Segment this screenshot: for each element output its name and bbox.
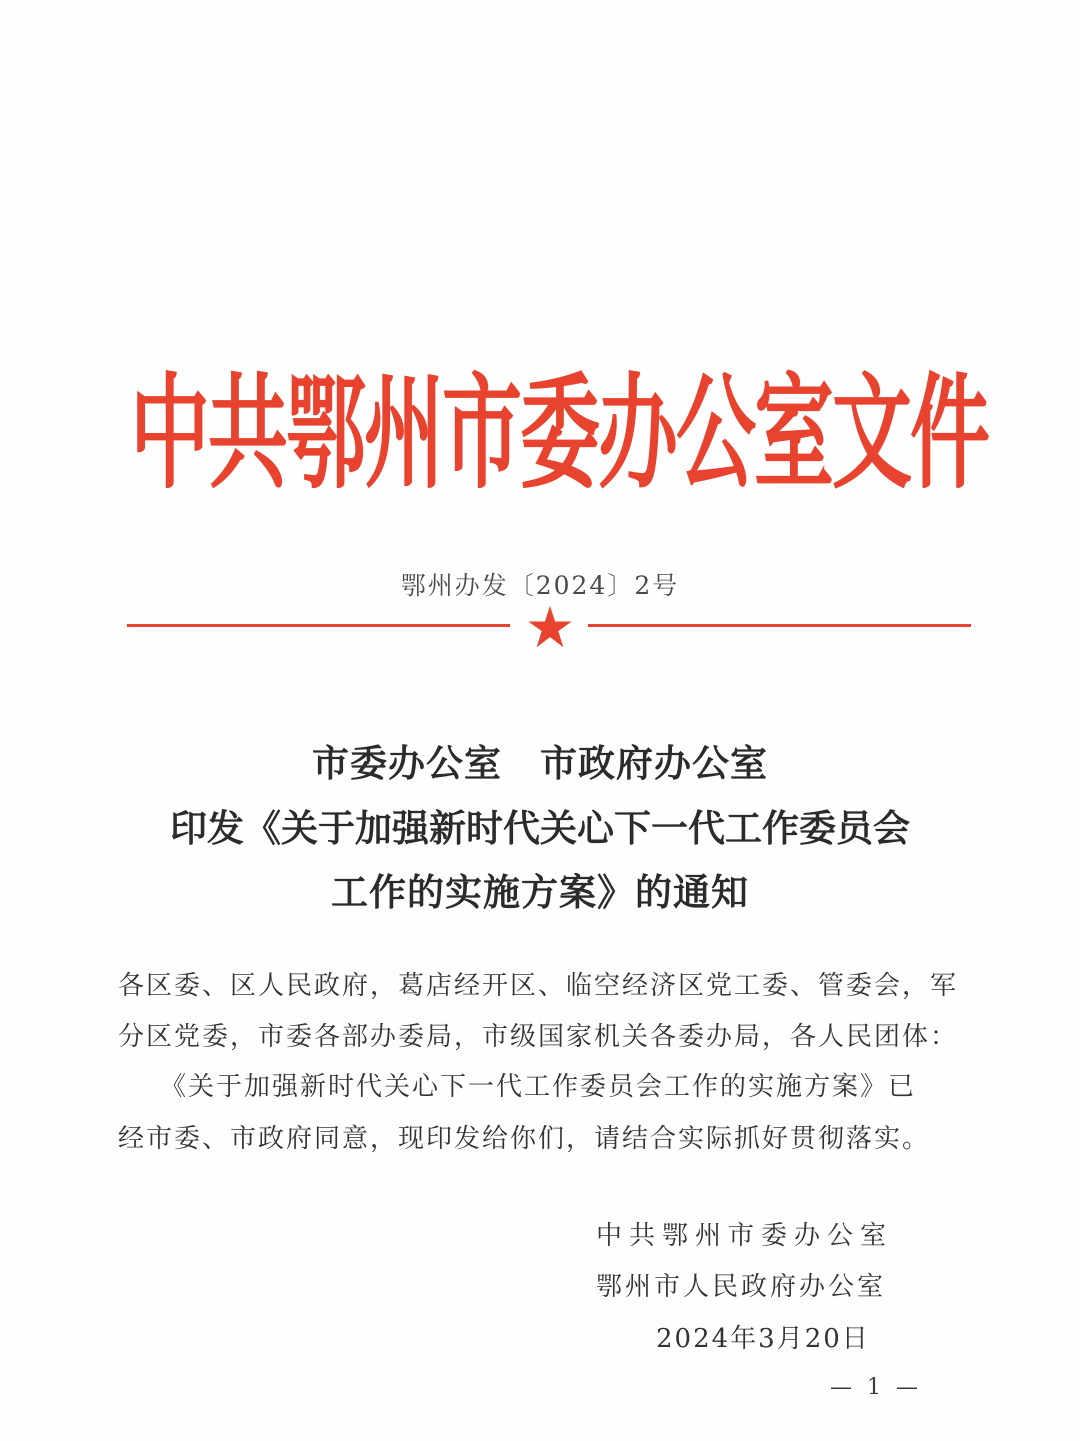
document-title-line-2: 印发《关于加强新时代关心下一代工作委员会 [170,807,910,850]
issuer-masthead: 中共鄂州市委办公室文件 [130,361,988,506]
red-separator-left [127,624,510,627]
document-title-line-1: 市委办公室 市政府办公室 [312,742,768,785]
signature-org-1: 中共鄂州市委办公室 [596,1221,894,1251]
document-title-line-3: 工作的实施方案》的通知 [331,871,749,914]
signature-org-2: 鄂州市人民政府办公室 [596,1272,887,1302]
page-number: — 1 — [830,1375,922,1400]
recipients-line-2: 分区党委，市委各部办委局，市级国家机关各委办局，各人民团体： [118,1022,959,1052]
red-separator-right [588,624,971,627]
recipients-line-1: 各区委、区人民政府，葛店经开区、临空经济区党工委、管委会，军 [118,971,959,1001]
star-icon [527,604,573,650]
body-paragraph-line-2: 经市委、市政府同意，现印发给你们，请结合实际抓好贯彻落实。 [118,1124,931,1154]
body-paragraph-line-1: 《关于加强新时代关心下一代工作委员会工作的实施方案》已 [160,1072,917,1102]
signature-date: 2024年3月20日 [656,1324,870,1354]
document-number: 鄂州办发〔2024〕2号 [400,571,680,600]
